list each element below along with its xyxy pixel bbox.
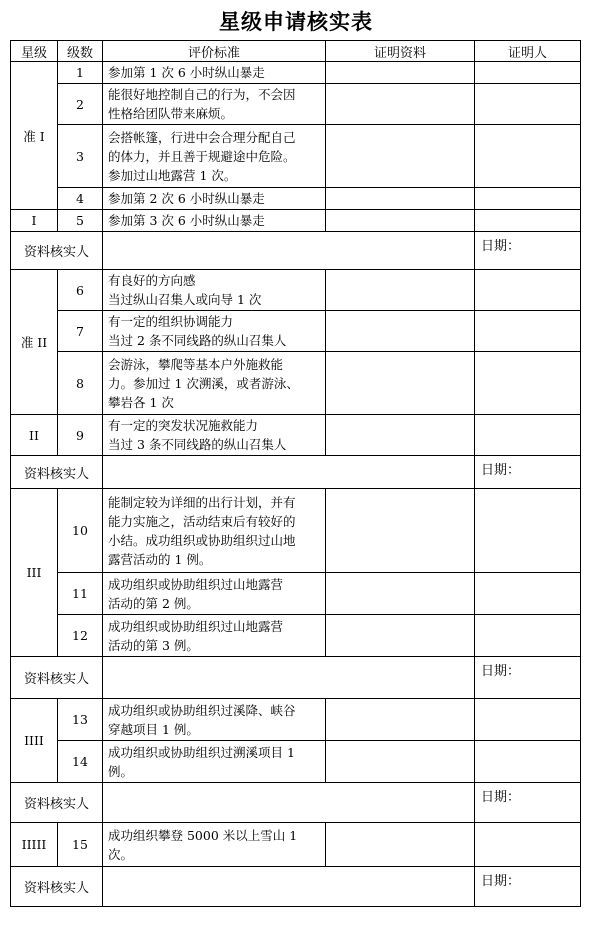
table-row <box>11 823 581 867</box>
table-row <box>11 84 581 125</box>
level-cell: 3 <box>58 125 103 188</box>
verify-label: 资料核实人 <box>11 232 103 270</box>
criteria-line: 参加第 3 次 6 小时纵山暴走 <box>108 213 265 228</box>
criteria-line: 能制定较为详细的出行计划，并有 <box>108 494 296 510</box>
verify-cell[interactable] <box>103 783 475 823</box>
proof-cell[interactable] <box>326 415 475 456</box>
level-cell: 6 <box>58 270 103 311</box>
star-application-table <box>10 40 581 907</box>
criteria-cell <box>103 125 326 188</box>
level-cell: 12 <box>58 615 103 657</box>
proof-cell[interactable] <box>326 188 475 210</box>
verify-cell[interactable] <box>103 657 475 699</box>
criteria-line: 成功组织或协助组织过溯溪项目 1 <box>108 744 295 760</box>
table-row <box>11 741 581 783</box>
verify-row <box>11 657 581 699</box>
verify-cell[interactable] <box>103 456 475 489</box>
proof-cell[interactable] <box>326 210 475 232</box>
page-title: 星级申请核实表 <box>219 10 373 34</box>
verify-cell[interactable] <box>103 867 475 907</box>
criteria-line: 活动的第 3 例。 <box>108 637 199 653</box>
criteria-line: 力。参加过 1 次溯溪，或者游泳、 <box>108 375 299 391</box>
criteria-cell <box>103 210 326 232</box>
header-criteria: 评价标准 <box>103 41 326 62</box>
criteria-cell <box>103 615 326 657</box>
witness-cell[interactable] <box>475 352 581 415</box>
table-row <box>11 699 581 741</box>
criteria-cell <box>103 489 326 573</box>
table-row <box>11 210 581 232</box>
criteria-cell <box>103 270 326 311</box>
header-star: 星级 <box>11 41 58 62</box>
criteria-cell <box>103 741 326 783</box>
header-proof: 证明资料 <box>326 41 475 62</box>
criteria-line: 会搭帐篷，行进中会合理分配自己 <box>108 129 296 145</box>
star-cell: IIIII <box>11 823 58 867</box>
criteria-line: 能力实施之，活动结束后有较好的 <box>108 513 296 529</box>
proof-cell[interactable] <box>326 270 475 311</box>
witness-cell[interactable] <box>475 311 581 352</box>
criteria-line: 参加第 2 次 6 小时纵山暴走 <box>108 191 265 206</box>
witness-cell[interactable] <box>475 615 581 657</box>
date-cell[interactable]: 日期： <box>475 456 581 489</box>
criteria-line: 露营活动的 1 例。 <box>108 551 212 567</box>
witness-cell[interactable] <box>475 210 581 232</box>
level-cell: 10 <box>58 489 103 573</box>
criteria-line: 参加过山地露营 1 次。 <box>108 167 237 183</box>
witness-cell[interactable] <box>475 489 581 573</box>
header-witness: 证明人 <box>475 41 581 62</box>
proof-cell[interactable] <box>326 615 475 657</box>
level-cell: 15 <box>58 823 103 867</box>
level-cell: 13 <box>58 699 103 741</box>
proof-cell[interactable] <box>326 823 475 867</box>
proof-cell[interactable] <box>326 62 475 84</box>
criteria-line: 穿越项目 1 例。 <box>108 721 199 737</box>
date-cell[interactable]: 日期： <box>475 232 581 270</box>
verify-label: 资料核实人 <box>11 657 103 699</box>
proof-cell[interactable] <box>326 352 475 415</box>
proof-cell[interactable] <box>326 741 475 783</box>
witness-cell[interactable] <box>475 62 581 84</box>
level-cell: 14 <box>58 741 103 783</box>
verify-row <box>11 232 581 270</box>
table-row <box>11 573 581 615</box>
table-row <box>11 615 581 657</box>
header-level: 级数 <box>58 41 103 62</box>
table-row <box>11 489 581 573</box>
criteria-line: 攀岩各 1 次 <box>108 394 174 410</box>
table-row <box>11 188 581 210</box>
criteria-cell <box>103 62 326 84</box>
date-cell[interactable]: 日期： <box>475 783 581 823</box>
level-cell: 11 <box>58 573 103 615</box>
level-cell: 4 <box>58 188 103 210</box>
verify-row <box>11 867 581 907</box>
criteria-line: 活动的第 2 例。 <box>108 595 199 611</box>
criteria-line: 小结。成功组织或协助组织过山地 <box>108 532 296 548</box>
verify-label: 资料核实人 <box>11 867 103 907</box>
criteria-line: 能很好地控制自己的行为，不会因 <box>108 87 296 102</box>
criteria-cell <box>103 415 326 456</box>
witness-cell[interactable] <box>475 573 581 615</box>
table-row <box>11 62 581 84</box>
table-row <box>11 311 581 352</box>
level-cell: 5 <box>58 210 103 232</box>
verify-label: 资料核实人 <box>11 456 103 489</box>
criteria-line: 次。 <box>108 846 134 862</box>
criteria-line: 成功组织或协助组织过山地露营 <box>108 618 284 634</box>
witness-cell[interactable] <box>475 699 581 741</box>
proof-cell[interactable] <box>326 699 475 741</box>
table-row <box>11 352 581 415</box>
verify-row <box>11 456 581 489</box>
criteria-line: 当过 3 条不同线路的纵山召集人 <box>108 437 287 452</box>
star-cell: I <box>11 210 58 232</box>
star-cell: III <box>11 489 58 657</box>
criteria-cell <box>103 188 326 210</box>
criteria-line: 成功组织或协助组织过山地露营 <box>108 576 284 592</box>
proof-cell[interactable] <box>326 125 475 188</box>
date-cell[interactable]: 日期： <box>475 657 581 699</box>
header-row <box>11 41 581 62</box>
star-cell: IIII <box>11 699 58 783</box>
level-cell: 2 <box>58 84 103 125</box>
criteria-line: 有一定的组织协调能力 <box>108 314 234 329</box>
criteria-line: 当过 2 条不同线路的纵山召集人 <box>108 333 287 348</box>
criteria-line: 成功组织或协助组织过溪降、峡谷 <box>108 702 296 718</box>
witness-cell[interactable] <box>475 84 581 125</box>
table-row <box>11 125 581 188</box>
date-cell[interactable]: 日期： <box>475 867 581 907</box>
level-cell: 1 <box>58 62 103 84</box>
criteria-line: 例。 <box>108 763 134 779</box>
star-cell: II <box>11 415 58 456</box>
criteria-line: 成功组织攀登 5000 米以上雪山 1 <box>108 827 298 843</box>
verify-cell[interactable] <box>103 232 475 270</box>
witness-cell[interactable] <box>475 125 581 188</box>
verify-label: 资料核实人 <box>11 783 103 823</box>
verify-row <box>11 783 581 823</box>
star-cell: 准 I <box>11 62 58 210</box>
witness-cell[interactable] <box>475 741 581 783</box>
level-cell: 7 <box>58 311 103 352</box>
table-row <box>11 415 581 456</box>
witness-cell[interactable] <box>475 188 581 210</box>
level-cell: 8 <box>58 352 103 415</box>
criteria-line: 当过纵山召集人或向导 1 次 <box>108 292 262 307</box>
proof-cell[interactable] <box>326 84 475 125</box>
criteria-line: 有良好的方向感 <box>108 273 196 288</box>
proof-cell[interactable] <box>326 311 475 352</box>
level-cell: 9 <box>58 415 103 456</box>
criteria-line: 的体力，并且善于规避途中危险。 <box>108 148 296 164</box>
criteria-cell <box>103 84 326 125</box>
proof-cell[interactable] <box>326 573 475 615</box>
witness-cell[interactable] <box>475 823 581 867</box>
criteria-cell <box>103 311 326 352</box>
witness-cell[interactable] <box>475 415 581 456</box>
witness-cell[interactable] <box>475 270 581 311</box>
criteria-line: 会游泳，攀爬等基本户外施救能 <box>108 356 284 372</box>
criteria-line: 参加第 1 次 6 小时纵山暴走 <box>108 65 265 80</box>
criteria-cell <box>103 352 326 415</box>
table-row <box>11 270 581 311</box>
criteria-cell <box>103 823 326 867</box>
proof-cell[interactable] <box>326 489 475 573</box>
criteria-cell <box>103 699 326 741</box>
criteria-line: 性格给团队带来麻烦。 <box>108 106 234 121</box>
star-cell: 准 II <box>11 270 58 415</box>
criteria-line: 有一定的突发状况施救能力 <box>108 418 259 433</box>
criteria-cell <box>103 573 326 615</box>
